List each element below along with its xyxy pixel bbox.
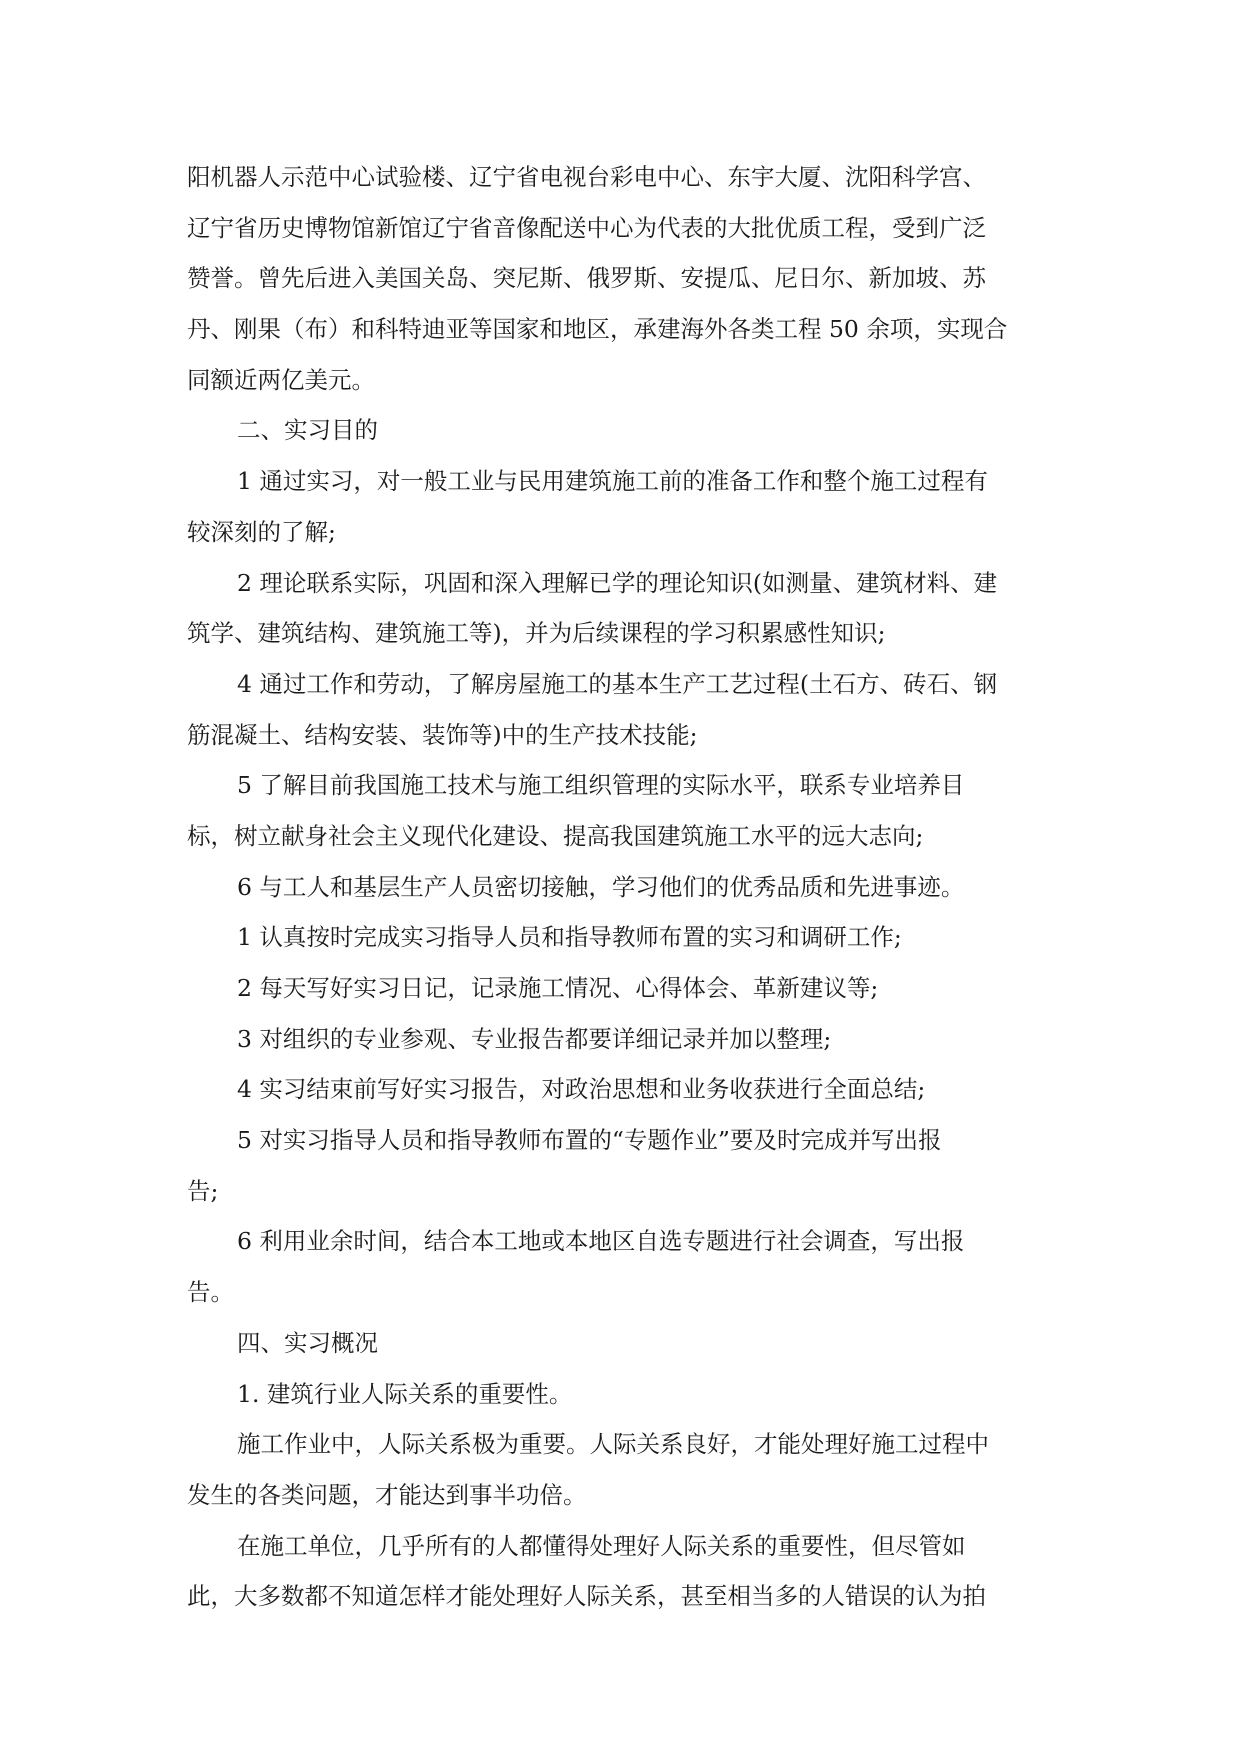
- body-line: 此，大多数都不知道怎样才能处理好人际关系，甚至相当多的人错误的认为拍: [187, 1582, 986, 1611]
- body-line: 5 了解目前我国施工技术与施工组织管理的实际水平，联系专业培养目: [237, 771, 965, 800]
- body-line: 在施工单位，几乎所有的人都懂得处理好人际关系的重要性，但尽管如: [237, 1531, 966, 1560]
- body-line: 6 利用业余时间，结合本工地或本地区自选专题进行社会调查，写出报: [237, 1227, 965, 1256]
- body-line: 告;: [187, 1176, 219, 1205]
- section-heading: 四、实习概况: [237, 1328, 378, 1357]
- body-line: 辽宁省历史博物馆新馆辽宁省音像配送中心为代表的大批优质工程，受到广泛: [187, 213, 986, 242]
- body-line: 3 对组织的专业参观、专业报告都要详细记录并加以整理;: [237, 1024, 832, 1053]
- body-line: 2 每天写好实习日记，记录施工情况、心得体会、革新建议等;: [237, 974, 879, 1002]
- section-heading: 二、实习目的: [237, 416, 378, 445]
- body-line: 丹、刚果（布）和科特迪亚等国家和地区，承建海外各类工程 50 余项，实现合: [187, 315, 1008, 344]
- body-line: 5 对实习指导人员和指导教师布置的“专题作业”要及时完成并写出报: [237, 1126, 942, 1155]
- body-line: 1 认真按时完成实习指导人员和指导教师布置的实习和调研工作;: [237, 923, 902, 952]
- body-line: 4 通过工作和劳动，了解房屋施工的基本生产工艺过程(土石方、砖石、钢: [237, 669, 998, 698]
- body-line: 阳机器人示范中心试验楼、辽宁省电视台彩电中心、东宇大厦、沈阳科学宫、: [187, 163, 986, 191]
- body-line: 筋混凝土、结构安装、装饰等)中的生产技术技能;: [187, 720, 698, 749]
- body-line: 发生的各类问题，才能达到事半功倍。: [187, 1480, 587, 1509]
- body-line: 6 与工人和基层生产人员密切接触，学习他们的优秀品质和先进事迹。: [237, 872, 965, 901]
- body-line: 赞誉。曾先后进入美国关岛、突尼斯、俄罗斯、安提瓜、尼日尔、新加坡、苏: [187, 264, 986, 293]
- body-line: 同额近两亿美元。: [187, 365, 375, 394]
- body-line: 标，树立献身社会主义现代化建设、提高我国建筑施工水平的远大志向;: [187, 821, 924, 850]
- body-line: 施工作业中，人际关系极为重要。人际关系良好，才能处理好施工过程中: [237, 1430, 989, 1459]
- document-page: [187, 152, 1053, 1622]
- body-line: 筑学、建筑结构、建筑施工等)，并为后续课程的学习积累感性知识;: [187, 619, 886, 648]
- subsection-heading: 1. 建筑行业人际关系的重要性。: [237, 1379, 573, 1408]
- body-line: 2 理论联系实际，巩固和深入理解已学的理论知识(如测量、建筑材料、建: [237, 568, 998, 597]
- body-line: 4 实习结束前写好实习报告，对政治思想和业务收获进行全面总结;: [237, 1075, 926, 1104]
- body-line: 较深刻的了解;: [187, 517, 336, 546]
- body-line: 1 通过实习，对一般工业与民用建筑施工前的准备工作和整个施工过程有: [237, 467, 988, 496]
- body-line: 告。: [187, 1278, 234, 1307]
